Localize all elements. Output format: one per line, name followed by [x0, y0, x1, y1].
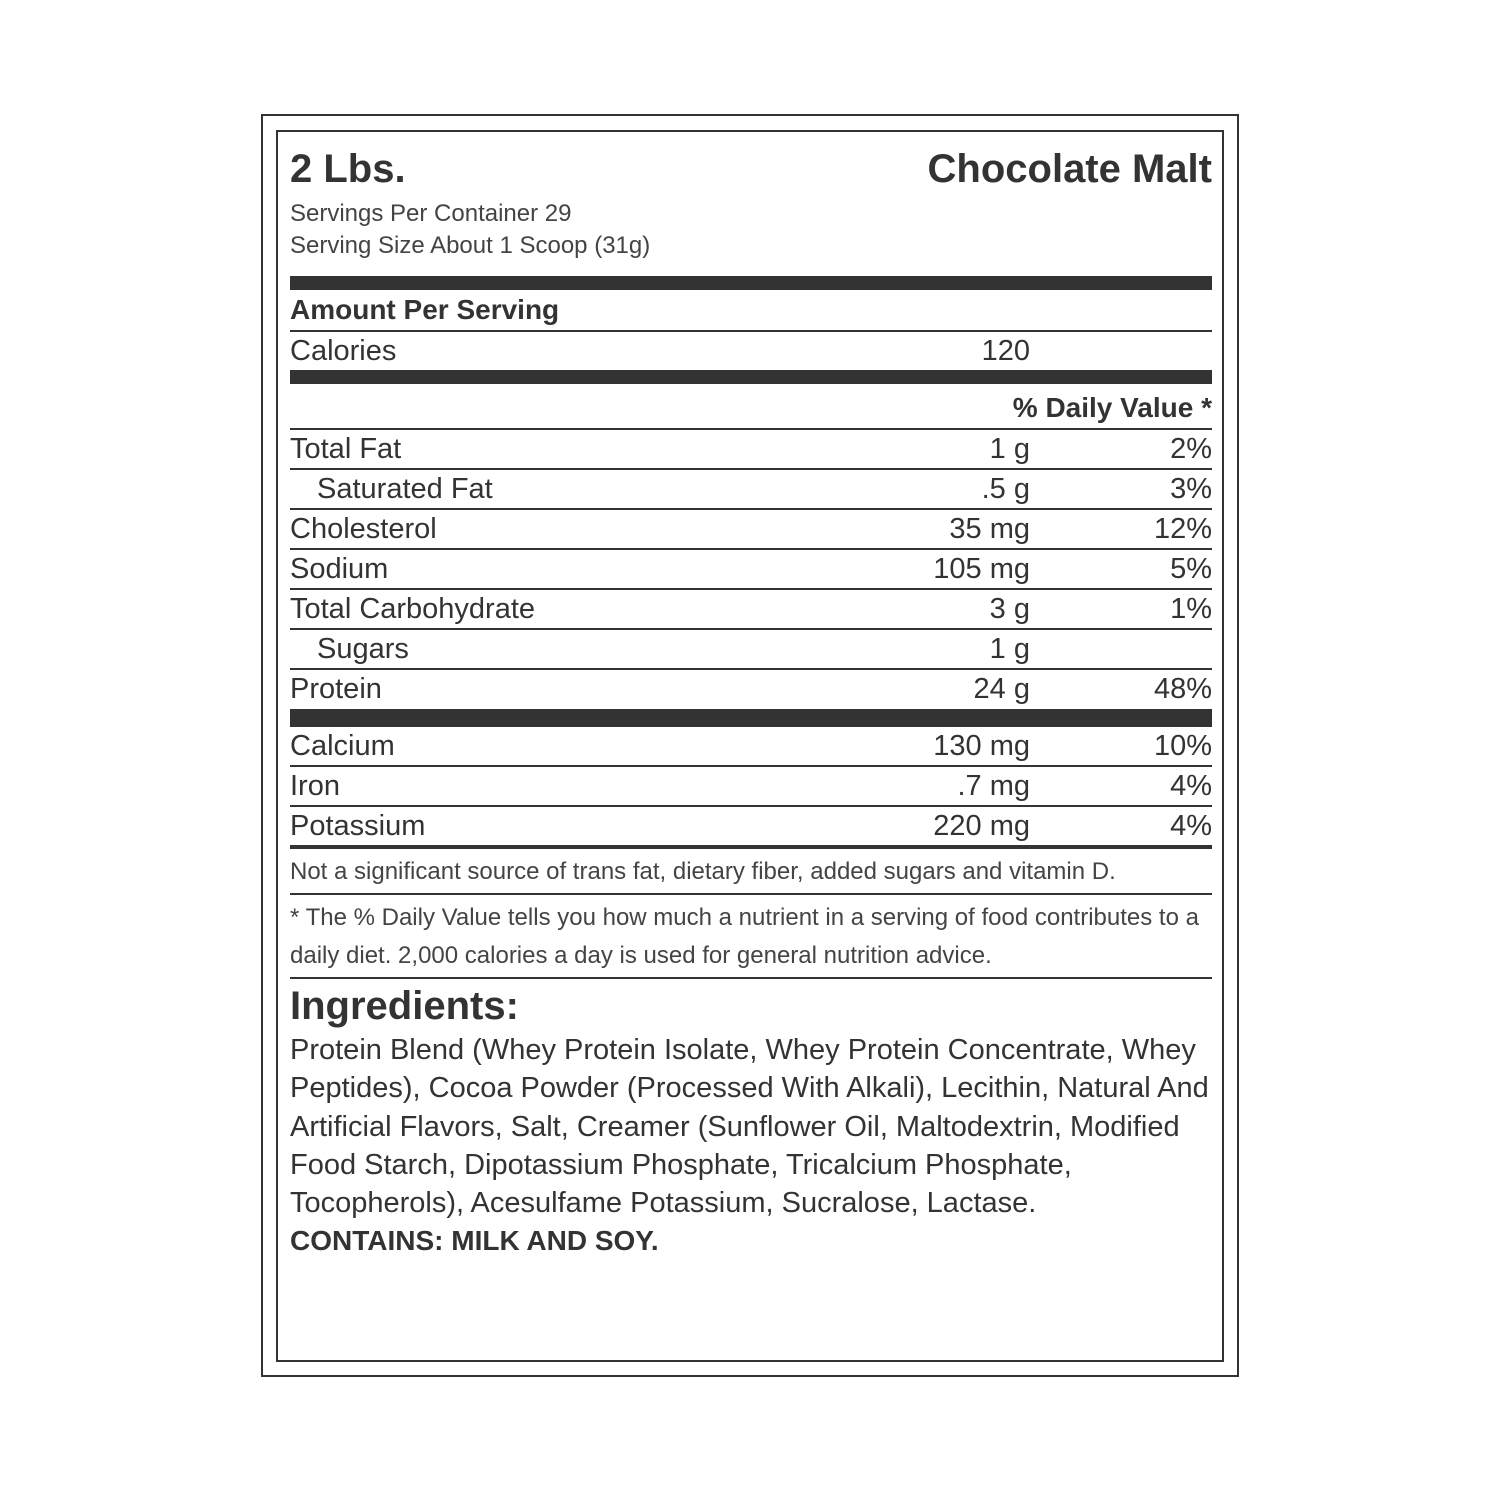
- nutrient-amount: 1 g: [989, 433, 1030, 465]
- nutrient-daily-value: 2%: [1170, 433, 1212, 465]
- servings-per-container: Servings Per Container 29: [290, 200, 572, 227]
- nutrient-amount: 3 g: [989, 593, 1030, 625]
- mineral-row-iron: [290, 767, 1212, 805]
- nutrient-daily-value: 5%: [1170, 553, 1212, 585]
- nutrient-row-protein: [290, 670, 1212, 708]
- daily-value-header: % Daily Value *: [1012, 392, 1212, 423]
- nutrient-row-saturated-fat: [290, 470, 1212, 508]
- mineral-amount: 130 mg: [933, 730, 1030, 762]
- mineral-amount: .7 mg: [957, 770, 1030, 802]
- nutrient-label: Cholesterol: [290, 513, 437, 545]
- amount-per-serving-heading: Amount Per Serving: [290, 294, 560, 325]
- divider: [290, 977, 1212, 979]
- nutrient-row-total-carbohydrate: [290, 590, 1212, 628]
- nutrient-daily-value: 1%: [1170, 593, 1212, 625]
- medium-divider: [290, 370, 1212, 384]
- mineral-row-potassium: [290, 807, 1212, 845]
- nutrient-amount: .5 g: [981, 473, 1030, 505]
- ingredients-heading: Ingredients:: [290, 984, 519, 1028]
- daily-value-footnote: * The % Daily Value tells you how much a nutrient in a serving of food contributes to a daily diet. 2,000 calories a day is used for general nutrition advice.: [290, 904, 1199, 969]
- nutrient-row-cholesterol: [290, 510, 1212, 548]
- nutrient-row-total-fat: [290, 430, 1212, 468]
- nutrient-row-sugars: [290, 630, 1212, 668]
- calories-amount: 120: [981, 335, 1030, 367]
- mineral-amount: 220 mg: [933, 810, 1030, 842]
- nutrient-label: Sugars: [317, 633, 409, 665]
- mineral-row-calcium: [290, 727, 1212, 765]
- serving-size: Serving Size About 1 Scoop (31g): [290, 232, 651, 259]
- nutrient-amount: 1 g: [989, 633, 1030, 665]
- nutrient-label: Total Carbohydrate: [290, 593, 536, 625]
- nutrient-label: Protein: [290, 673, 382, 705]
- flavor-name: Chocolate Malt: [927, 147, 1212, 191]
- ingredients-list: Protein Blend (Whey Protein Isolate, Whey Protein Concentrate, Whey Peptides), Cocoa Powder (Processed With Alkali), Lecithin, Natural And Artificial Flavors, Salt, Creamer (Sunflower Oil, Maltodextrin, Modified Food Starch, Dipotassium Phosphate, Tricalcium Phosphate, Tocopherols), Acesulfame Potassium, Sucralose, Lactase.: [290, 1034, 1209, 1220]
- mineral-label: Calcium: [290, 730, 395, 762]
- mineral-daily-value: 4%: [1170, 770, 1212, 802]
- calories-row: [290, 332, 1212, 370]
- nutrient-daily-value: 12%: [1153, 513, 1212, 545]
- label-header: [290, 140, 1212, 198]
- nutrient-row-sodium: [290, 550, 1212, 588]
- thick-divider: [290, 276, 1212, 290]
- nutrient-amount: 35 mg: [949, 513, 1030, 545]
- nutrient-amount: 24 g: [973, 673, 1030, 705]
- mineral-label: Potassium: [290, 810, 426, 842]
- mineral-label: Iron: [290, 770, 340, 802]
- mineral-daily-value: 10%: [1153, 730, 1212, 762]
- not-significant-note: Not a significant source of trans fat, dietary fiber, added sugars and vitamin D.: [290, 858, 1116, 885]
- allergen-statement: CONTAINS: MILK AND SOY.: [290, 1225, 659, 1257]
- calories-label: Calories: [290, 335, 397, 367]
- nutrient-label: Total Fat: [290, 433, 402, 465]
- heavy-divider: [290, 709, 1212, 727]
- nutrient-label: Saturated Fat: [317, 473, 493, 505]
- nutrient-amount: 105 mg: [933, 553, 1030, 585]
- nutrient-daily-value: 48%: [1153, 673, 1212, 705]
- nutrition-facts-panel: [290, 140, 1212, 1260]
- nutrient-label: Sodium: [290, 553, 389, 585]
- nutrient-daily-value: 3%: [1170, 473, 1212, 505]
- net-weight: 2 Lbs.: [290, 147, 406, 191]
- mineral-daily-value: 4%: [1170, 810, 1212, 842]
